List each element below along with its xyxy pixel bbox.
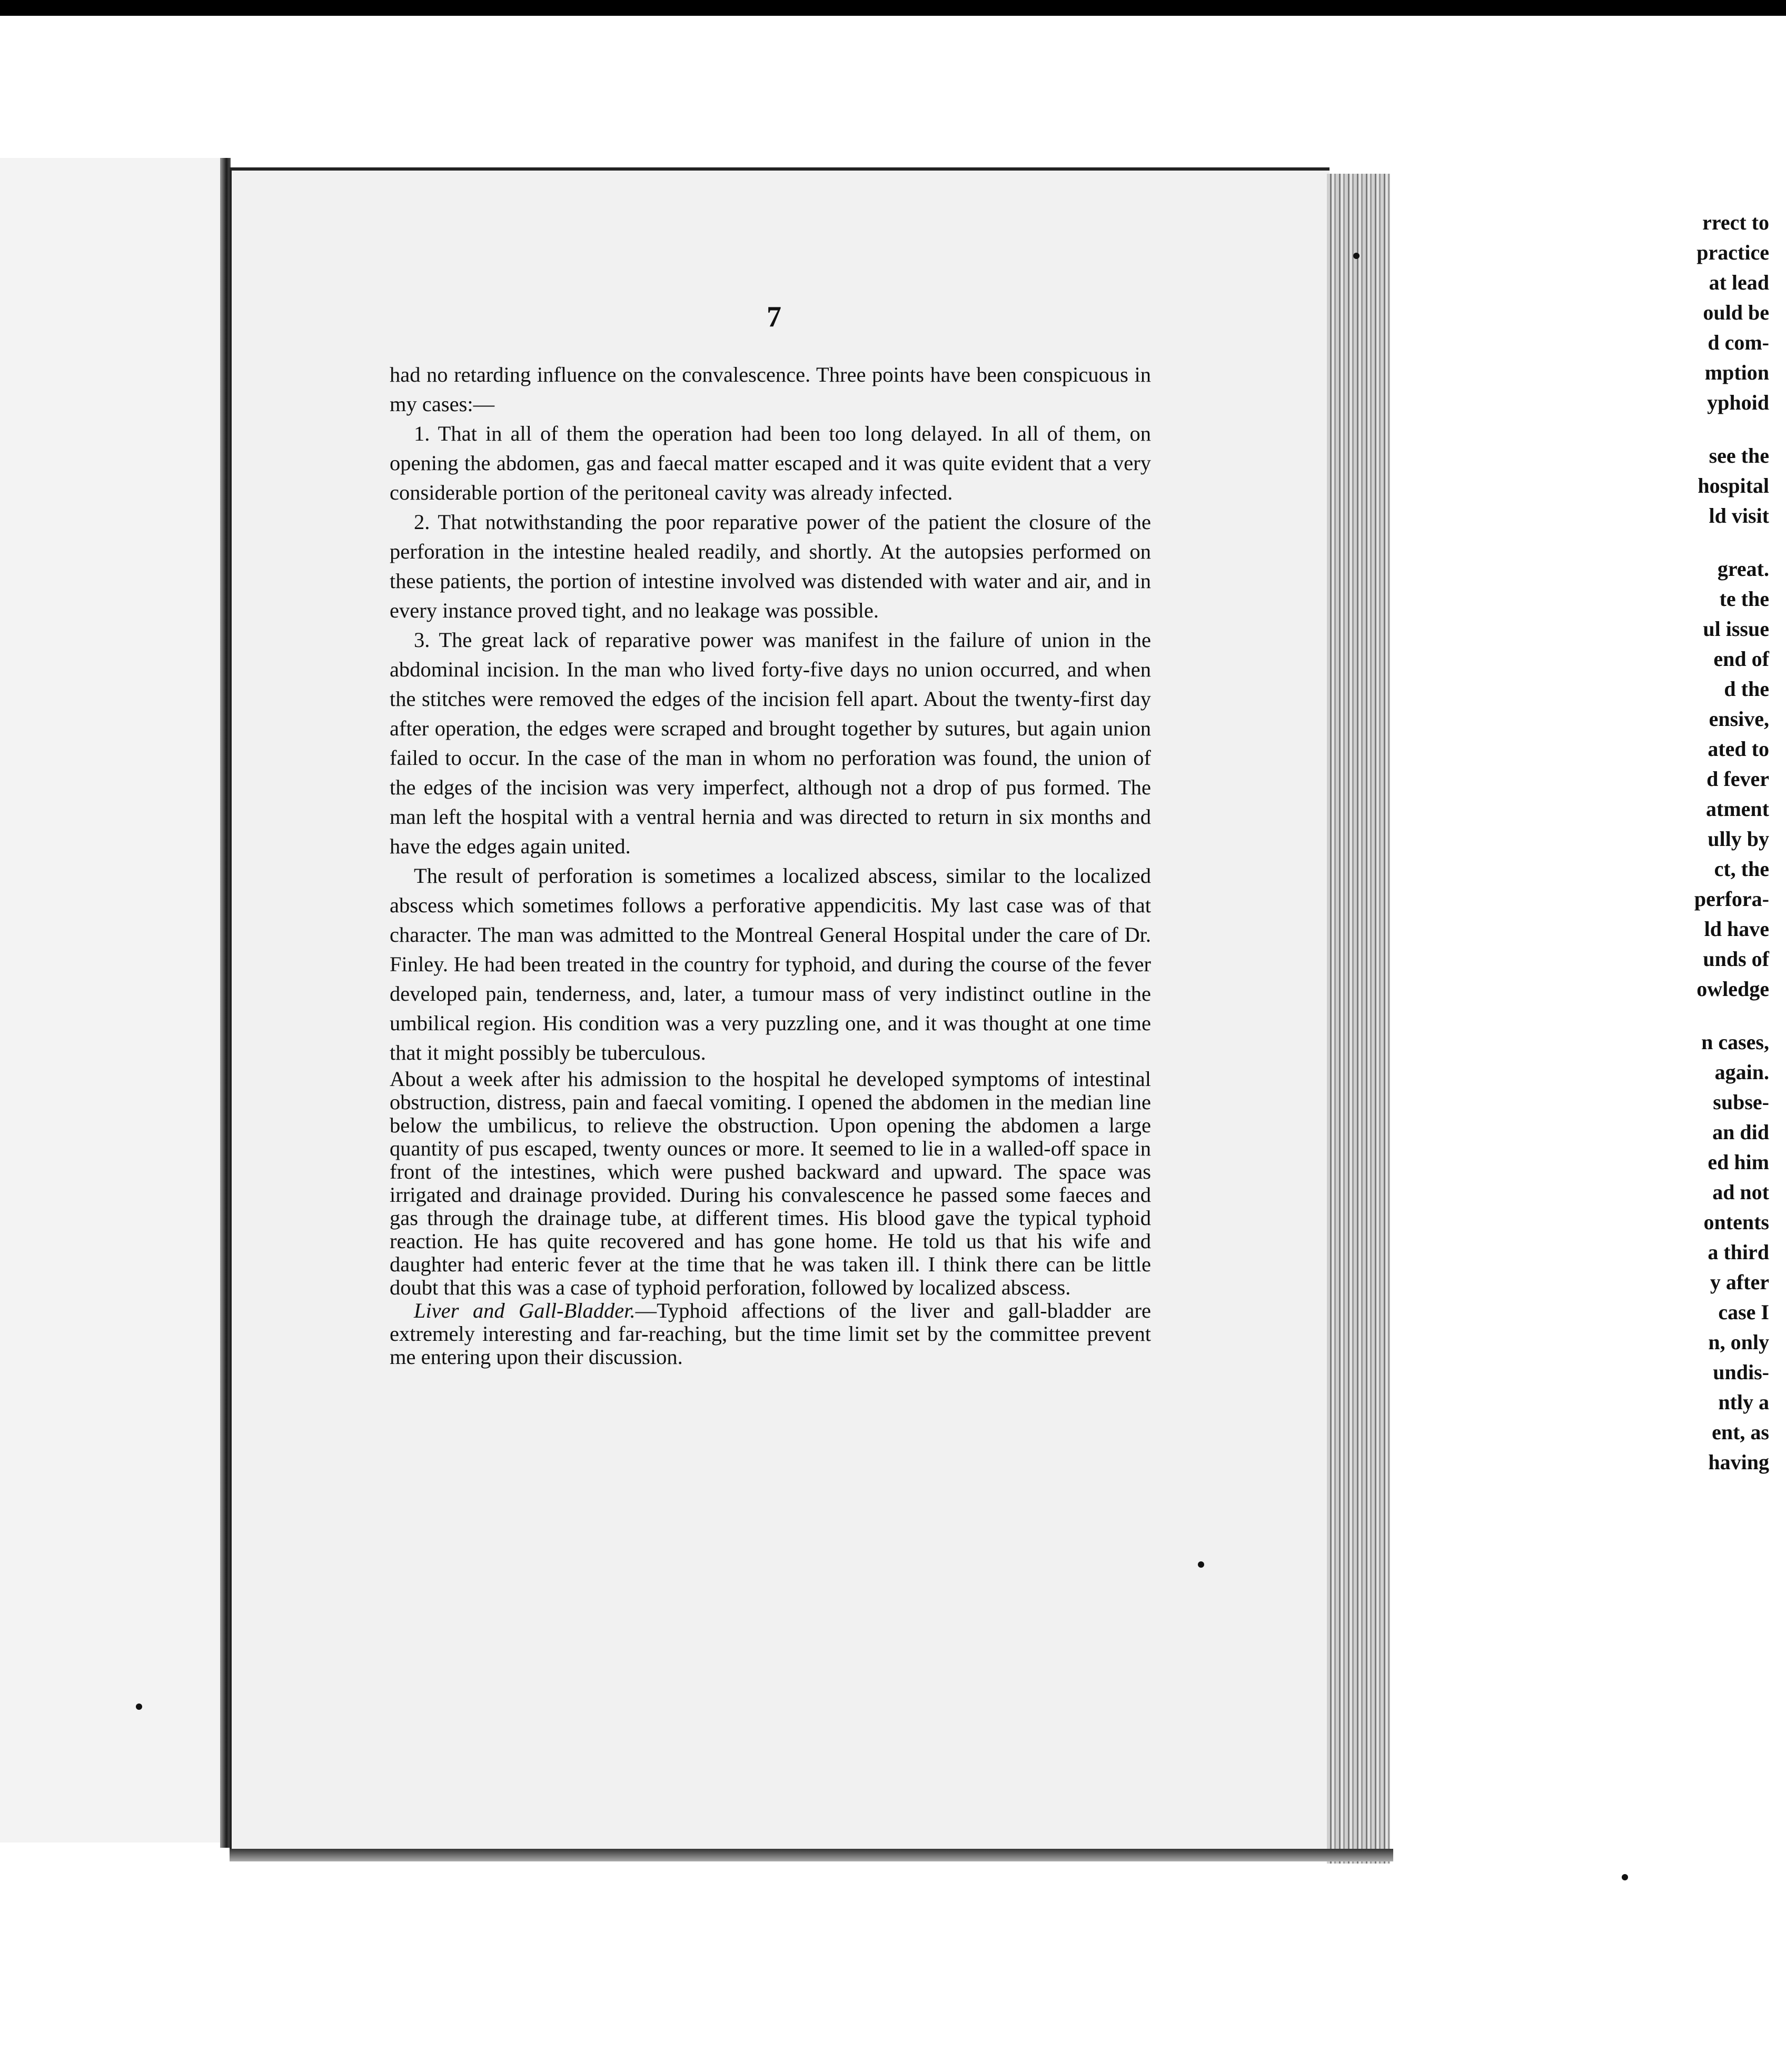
page-number: 7 [767,301,781,333]
previous-page-line: undis- [1713,1360,1769,1384]
previous-page-line: ould be [1703,301,1769,324]
page-edges [1327,174,1390,1864]
page-body [390,360,1151,1369]
previous-page-line: case I [1718,1300,1769,1324]
previous-page-line: an did [1712,1120,1769,1144]
previous-page-line: n, only [1708,1330,1769,1354]
paragraph-point-3: 3. The great lack of reparative power was manifest in the failure of union in the abdominal incision. In the man who lived forty-five days no union occurred, and when the stitches were removed the edges of the incision fell apart. About the twenty-first day after operation, the edges were scraped and brought together by sutures, but again union failed to occur. In the case of the man in whom no perforation was found, the union of the edges of the incision was very imperfect, although not a drop of pus formed. The man left the hospital with a ventral hernia and was directed to return in six months and have the edges again united. [390,628,1151,858]
scan-border-top [0,0,1786,16]
previous-page-line: n cases, [1701,1030,1769,1054]
paragraph-abscess: The result of perforation is sometimes a localized abscess, similar to the localized abscess which sometimes follows a perforative appendicitis. My last case was of that character. The man was admitted to the Montreal General Hospital under the care of Dr. Finley. He had been treated in the country for typhoid, and during the course of the fever developed pain, tenderness, and, later, a tumour mass of very indistinct outline in the umbilical region. His condition was a very puzzling one, and it was thought at one time that it might possibly be tuberculous. [390,864,1151,1064]
previous-page-line: perfora- [1694,887,1769,911]
previous-page [0,158,225,1842]
previous-page-line: subse- [1713,1090,1769,1114]
previous-page-line: atment [1706,797,1769,821]
previous-page-line: great. [1717,557,1769,581]
previous-page-line: ontents [1703,1210,1769,1234]
previous-page-line: d the [1724,677,1769,701]
previous-page-line: ated to [1708,737,1769,761]
previous-page-line: ed him [1708,1150,1769,1174]
previous-page-line: d com- [1708,331,1769,354]
previous-page-line: practice [1696,241,1769,264]
previous-page-line: at lead [1709,271,1769,294]
previous-page-line: rrect to [1702,211,1769,234]
paragraph-point-1: 1. That in all of them the operation had been too long delayed. In all of them, on opening the abdomen, gas and faecal matter escaped and it was quite evident that a very considerable portion of the peritoneal cavity was already infected. [390,422,1151,504]
section-heading-liver: Liver and Gall-Bladder. [414,1299,636,1322]
section-text-liver: —Typhoid affections of the liver and gall-bladder are extremely interesting and far-reaching, but the time limit set by the committee prevent me entering upon their discussion. [390,1299,1151,1369]
previous-page-line: ld have [1704,917,1769,941]
previous-page-line: ully by [1708,827,1769,851]
scan-speck [1622,1874,1628,1880]
previous-page-line: ent, as [1712,1420,1769,1444]
scan-speck [1198,1561,1204,1568]
scan-speck [136,1704,142,1710]
previous-page-line: a third [1708,1240,1769,1264]
previous-page-line: ad not [1712,1180,1769,1204]
book-gutter [220,158,231,1848]
previous-page-line: unds of [1703,947,1769,971]
previous-page-line: ntly a [1718,1390,1769,1414]
paragraph-point-2: 2. That notwithstanding the poor reparative power of the patient the closure of the perforation in the intestine healed readily, and shortly. At the autopsies performed on these patients, the portion of intestine involved was distended with water and air, and in every instance proved tight, and no leakage was possible. [390,510,1151,622]
previous-page-line: y after [1710,1270,1769,1294]
paragraph-liver [390,1299,1151,1369]
previous-page-line: ul issue [1703,617,1769,641]
previous-page-line: te the [1719,587,1769,611]
previous-page-line: yphoid [1707,391,1769,414]
paragraph-intro: had no retarding influence on the convalescence. Three points have been conspicuous in my cases:— [390,363,1151,416]
scan-speck [1353,253,1360,259]
previous-page-line: hospital [1698,474,1769,497]
page-bottom-shadow [230,1849,1393,1861]
previous-page-line: see the [1709,444,1769,467]
previous-page-line: having [1708,1450,1769,1474]
previous-page-line: again. [1714,1060,1769,1084]
previous-page-line: ensive, [1709,707,1769,731]
previous-page-line: end of [1713,647,1769,671]
paragraph-case-detail: About a week after his admission to the hospital he developed symptoms of intestinal obstruction, distress, pain and faecal vomiting. I opened the abdomen in the median line below the umbilicus, to relieve the obstruction. Upon opening the abdomen a large quantity of pus escaped, twenty ounces or more. It seemed to lie in a walled-off space in front of the intestines, which were pushed backward and upward. The space was irrigated and drainage provided. During his convalescence he passed some faeces and gas through the drainage tube, at different times. His blood gave the typical typhoid reaction. He has quite recovered and has gone home. He told us that his wife and daughter had enteric fever at the time that he was taken ill. I think there can be little doubt that this was a case of typhoid perforation, followed by localized abscess. [390,1067,1151,1299]
previous-page-line: mption [1704,361,1769,384]
previous-page-line: ct, the [1714,857,1769,881]
previous-page-line: d fever [1706,767,1769,791]
previous-page-line: ld visit [1709,504,1769,527]
previous-page-line: owledge [1696,977,1769,1001]
